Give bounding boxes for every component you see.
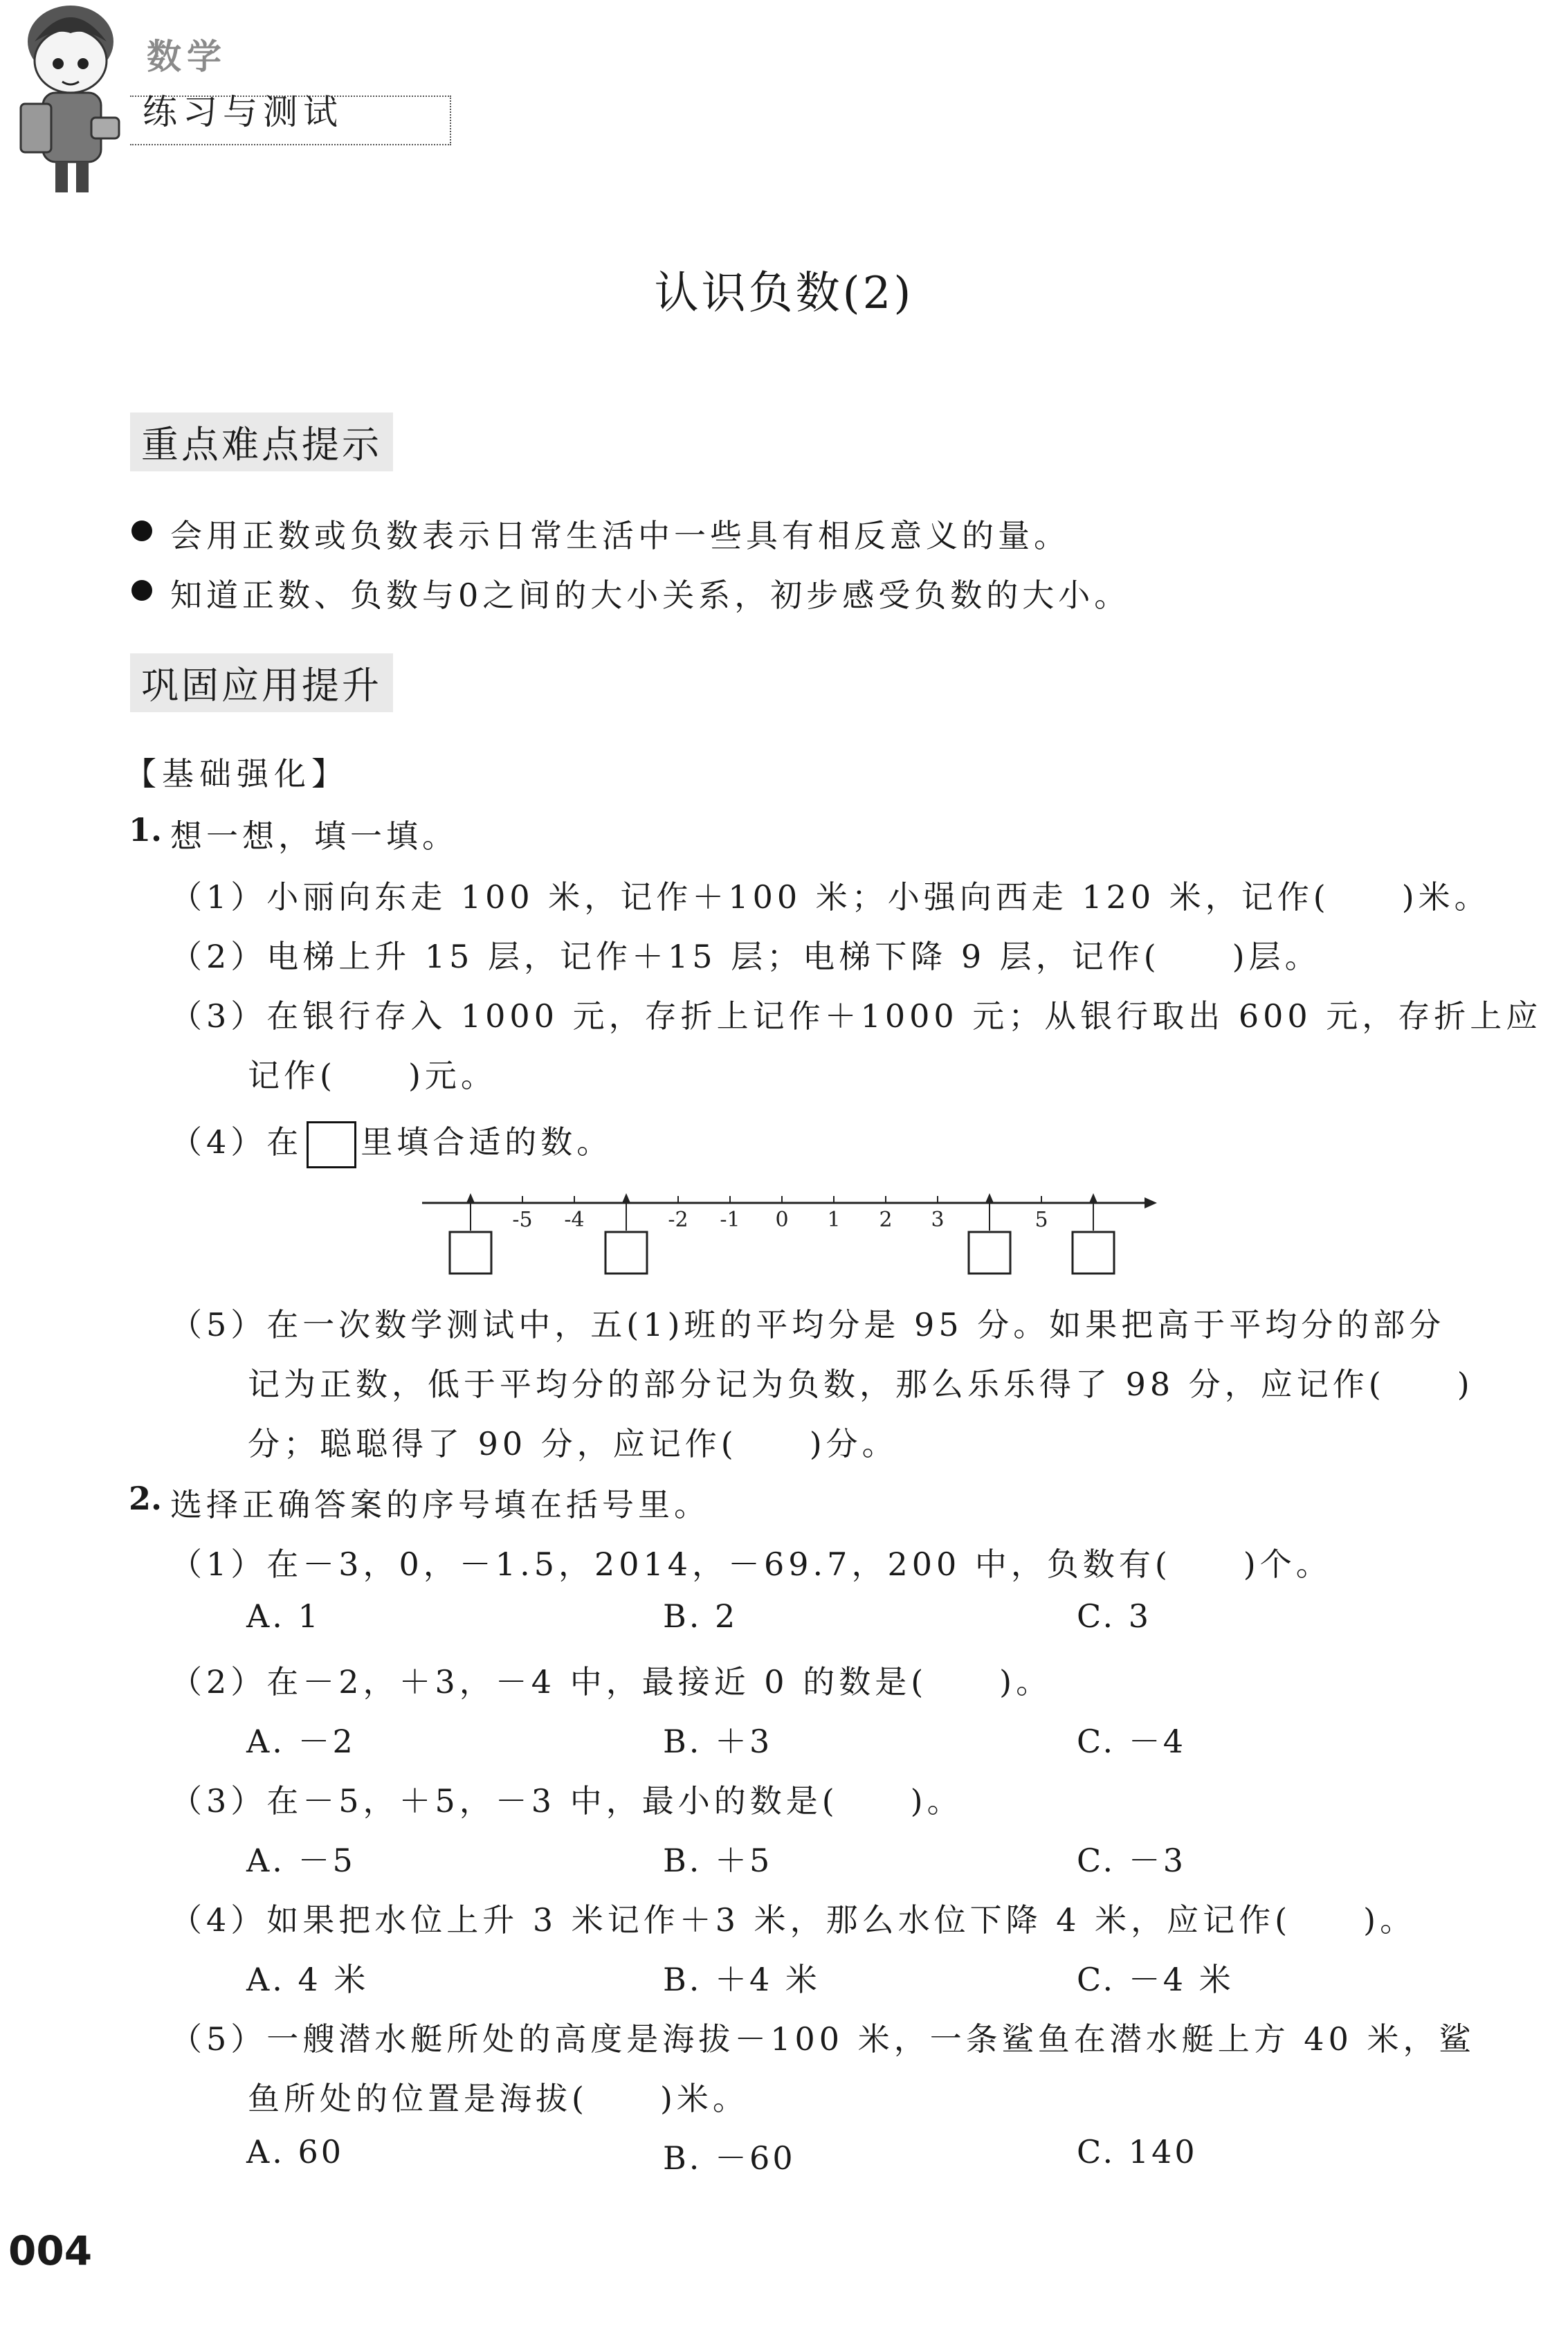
option-b: B. 2 [663,1597,738,1635]
question-1-part-5-line-3: 分；聪聪得了 90 分，应记作( )分。 [248,1425,898,1462]
question-2-item-5-line-2: 鱼所处的位置是海拔( )米。 [248,2080,749,2117]
option-a: A. －5 [246,1842,356,1879]
option-b: B. ＋3 [663,1723,773,1760]
question-1-part-4 [170,1117,612,1168]
answer-box[interactable] [969,1232,1010,1274]
tick-label: 5 [1034,1208,1048,1232]
option-c: C. －4 [1077,1723,1187,1760]
question-1-part-5-line-2: 记为正数，低于平均分的部分记为负数，那么乐乐得了 98 分，应记作( ) [248,1366,1474,1403]
book-title: 练习与测试 [143,92,343,132]
option-c: C. －3 [1077,1842,1187,1879]
option-b: B. ＋5 [663,1842,773,1879]
key-point-2: 知道正数、负数与0之间的大小关系，初步感受负数的大小。 [170,577,1131,614]
question-2-stem: 选择正确答案的序号填在括号里。 [170,1486,710,1523]
tick-label: -2 [668,1208,689,1232]
option-a: A. 60 [246,2133,344,2171]
subject-label: 数学 [147,37,227,77]
option-b: B. －60 [663,2139,796,2177]
answer-marker-3 [969,1193,1010,1274]
question-2-item-3: （3）在－5，＋5，－3 中，最小的数是( )。 [170,1782,963,1820]
question-number-1: 1. [129,811,163,849]
subsection-label: 【基础强化】 [125,755,349,792]
answer-box[interactable] [450,1232,491,1274]
tick-label: 1 [827,1208,841,1232]
question-1-part-3-line-1: （3）在银行存入 1000 元，存折上记作＋1000 元；从银行取出 600 元，存折上应 [170,997,1542,1035]
answer-box[interactable] [1073,1232,1114,1274]
key-point-1: 会用正数或负数表示日常生活中一些具有相反意义的量。 [170,517,1070,554]
question-1-part-2: （2）电梯上升 15 层，记作＋15 层；电梯下降 9 层，记作( )层。 [170,938,1321,975]
tick-label: -5 [512,1208,533,1232]
question-2-item-1: （1）在－3，0，－1.5，2014，－69.7，200 中，负数有( )个。 [170,1546,1332,1583]
question-1-part-3-line-2: 记作( )元。 [248,1057,497,1094]
page-title: 认识负数(2) [654,268,914,319]
bullet-icon [131,520,152,541]
number-line-arrowhead [1145,1197,1157,1208]
mascot-illustration [15,0,147,208]
option-c: C. 3 [1077,1597,1152,1635]
number-line [415,1186,1176,1276]
bullet-icon [131,580,152,601]
tick-label: 0 [775,1208,789,1232]
option-c: C. 140 [1077,2133,1198,2171]
question-1-part-5-line-1: （5）在一次数学测试中，五(1)班的平均分是 95 分。如果把高于平均分的部分 [170,1306,1446,1343]
question-2-item-2: （2）在－2，＋3，－4 中，最接近 0 的数是( )。 [170,1663,1052,1701]
question-2-item-5-line-1: （5）一艘潜水艇所处的高度是海拔－100 米，一条鲨鱼在潜水艇上方 40 米，鲨 [170,2020,1475,2058]
answer-marker-2 [605,1193,647,1274]
tick-label: -4 [564,1208,585,1232]
page-number: 004 [8,2227,93,2274]
option-a: A. 4 米 [246,1961,369,1998]
question-1-part-4-prefix: （4）在 [170,1123,303,1161]
answer-box[interactable] [605,1232,647,1274]
option-c: C. －4 米 [1077,1961,1234,1998]
answer-box-example [307,1121,356,1168]
answer-marker-4 [1073,1193,1114,1274]
tick-label: 2 [879,1208,893,1232]
question-number-2: 2. [129,1480,163,1517]
tick-label: -1 [720,1208,740,1232]
option-b: B. ＋4 米 [663,1961,820,1998]
section-heading-practice: 巩固应用提升 [130,653,393,712]
tick-label: 3 [931,1208,945,1232]
question-1-part-1: （1）小丽向东走 100 米，记作＋100 米；小强向西走 120 米，记作( )米。 [170,878,1490,916]
section-heading-key-points: 重点难点提示 [130,413,393,471]
option-a: A. －2 [246,1723,356,1760]
question-2-item-4: （4）如果把水位上升 3 米记作＋3 米，那么水位下降 4 米，应记作( )。 [170,1901,1416,1939]
answer-marker-1 [450,1193,491,1274]
question-1-stem: 想一想，填一填。 [170,817,458,855]
option-a: A. 1 [246,1597,321,1635]
question-1-part-4-suffix: 里填合适的数。 [361,1123,613,1161]
